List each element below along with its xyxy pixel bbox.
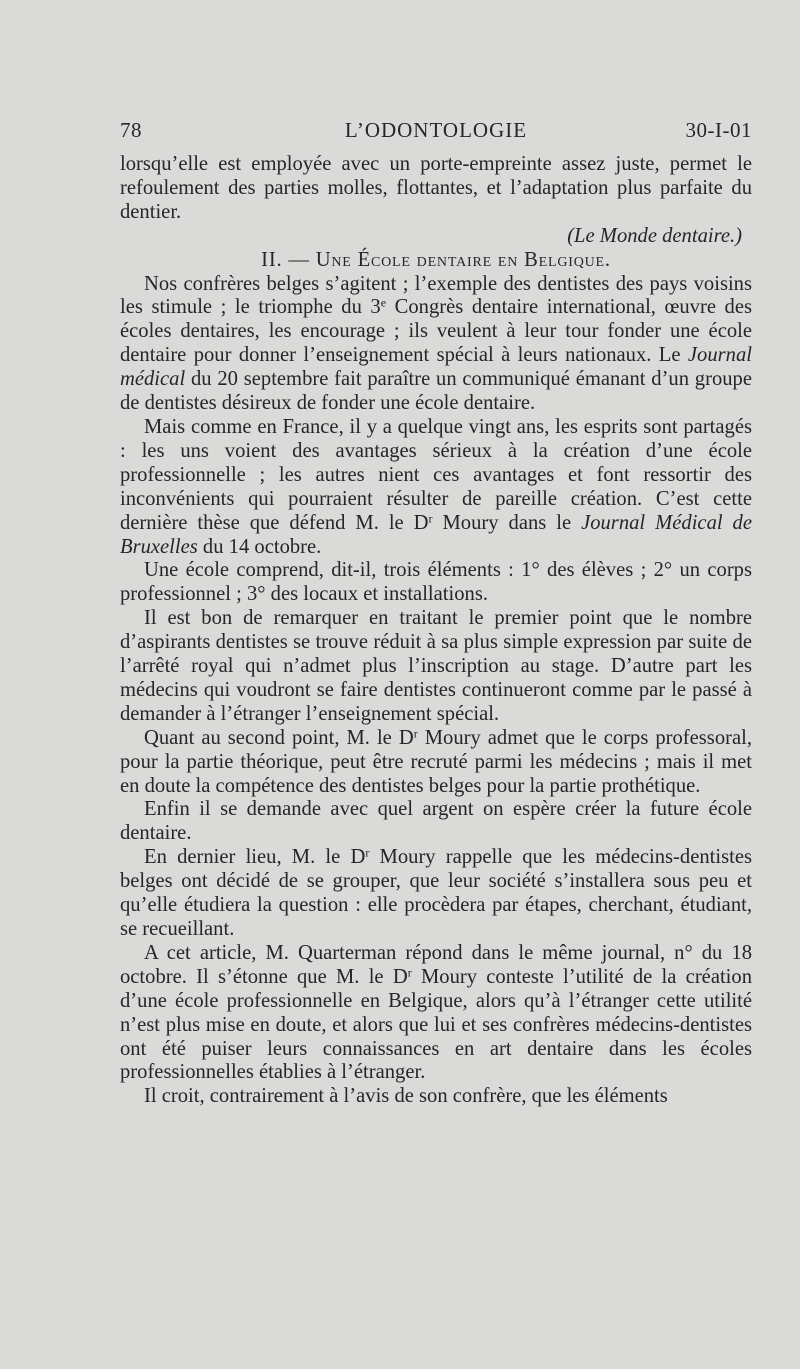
paragraph: Une école comprend, dit-il, trois éléments : 1° des élèves ; 2° un corps professionnel ; 3° des locaux et installations.: [120, 559, 752, 606]
paragraph: Il croit, contrairement à l’avis de son confrère, que les éléments: [144, 1085, 668, 1108]
paragraph-continuation: lorsqu’elle est employée avec un porte-empreinte assez juste, permet le refoulement des parties molles, flottantes, et l’adaptation plus parfaite du dentier.: [120, 153, 752, 223]
journal-name: Journal Médical de Bruxelles: [120, 511, 752, 558]
running-header: [120, 118, 752, 146]
section-title: II. — Une École dentaire en Belgique.: [261, 248, 611, 271]
paragraph: Mais comme en France, il y a quelque vingt ans, les esprits sont partagés : les uns voient des avantages sérieux à la création d’une école professionnelle ; les autres nient ces avantages et font ressortir des inconvénients qui pourraient résulter de pareille création. C’est cette dernière thèse que défend M. le $D^r$ Moury dans le Journal Médical de Bruxelles du 14 octobre.: [120, 415, 752, 558]
journal-title: L’ODONTOLOGIE: [344, 118, 528, 142]
paragraph: Quant au second point, M. le $D^r$ Moury admet que le corps professoral, pour la partie théorique, peut être recruté parmi les médecins ; mais il met en doute la compétence des dentistes belges pour la partie prothétique.: [120, 726, 752, 797]
article-body: [120, 153, 752, 1109]
paragraph: Nos confrères belges s’agitent ; l’exemple des dentistes des pays voisins les stimule ; le triomphe du 3e Congrès dentaire international, œuvre des écoles dentaires, les encourage ; ils veulent à leur tour fonder une école dentaire pour donner l’enseignement spécial à leurs nationaux. Le Journal médical du 20 septembre fait paraître un communiqué émanant d’un groupe de dentistes désireux de fonder une école dentaire.: [120, 272, 752, 415]
paragraph: Il est bon de remarquer en traitant le premier point que le nombre d’aspirants dentistes se trouve réduit à sa plus simple expression par suite de l’arrêté royal qui n’admet plus l’inscription au stage. D’autre part les médecins qui voudront se faire dentistes continueront comme par le passé à demander à l’étranger l’enseignement spécial.: [120, 607, 752, 725]
paragraph: A cet article, M. Quarterman répond dans le même journal, n° du 18 octobre. Il s’étonne que M. le $D^r$ Moury conteste l’utilité de la création d’une école professionnelle en Belgique, alors qu’à l’étranger cette utilité n’est plus mise en doute, et alors que lui et ses confrères médecins-dentistes ont été puiser leurs connaissances en art dentaire dans les écoles professionnelles établies à l’étranger.: [120, 941, 752, 1084]
issue-date: 30-I-01: [685, 118, 752, 142]
paragraph: En dernier lieu, M. le $D^r$ Moury rappelle que les médecins-dentistes belges ont décidé de se grouper, que leur société s’installera sous peu et qu’elle étudiera la question : elle procèdera par étapes, cherchant, étudiant, se recueillant.: [120, 845, 752, 940]
journal-name: Journal médical: [120, 344, 752, 391]
paragraph: Enfin il se demande avec quel argent on espère créer la future école dentaire.: [120, 798, 752, 845]
page-number: 78: [120, 118, 142, 142]
source-citation: (Le Monde dentaire.): [567, 224, 742, 247]
